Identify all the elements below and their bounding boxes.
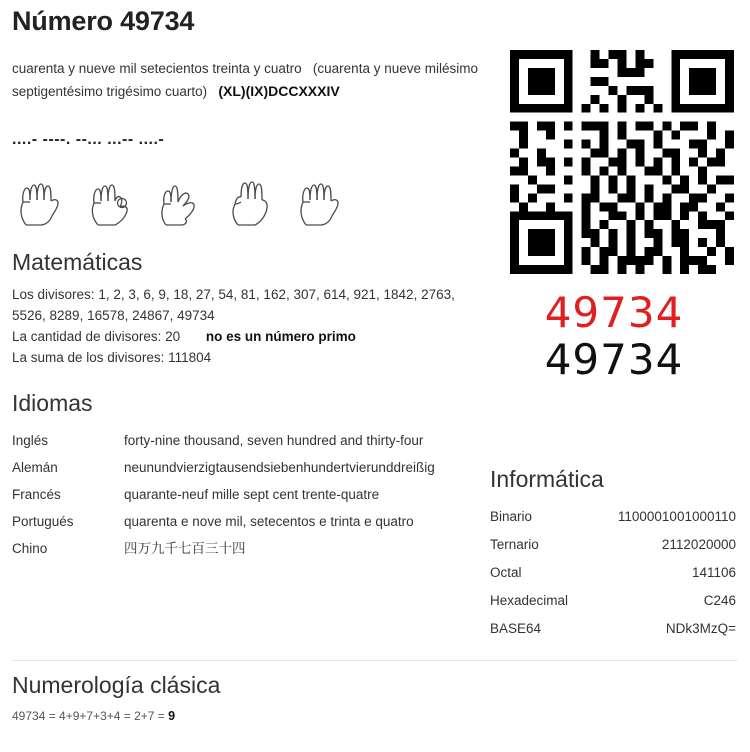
- language-name: Francés: [12, 487, 61, 502]
- table-row: [12, 427, 480, 454]
- divisors-label: Los divisores:: [12, 287, 95, 302]
- table-row: [12, 454, 480, 481]
- table-row: [490, 531, 736, 559]
- math-heading: Matemáticas: [12, 249, 143, 275]
- math-section: [12, 249, 480, 368]
- numerology-line: [12, 709, 480, 723]
- table-row: [490, 503, 736, 531]
- number-display-red: 49734: [544, 288, 684, 337]
- languages-heading: Idiomas: [12, 390, 93, 416]
- table-row: [490, 587, 736, 615]
- informatics-value: 1100001001000110: [617, 509, 736, 524]
- informatics-heading: Informática: [490, 466, 604, 492]
- divisor-count-line: [12, 326, 480, 347]
- numerology-result: 9: [168, 709, 176, 723]
- section-divider: [12, 660, 738, 661]
- languages-section: [12, 390, 480, 562]
- left-column: [12, 58, 480, 562]
- language-value: neunundvierzigtausendsiebenhundertvierunddreißig: [124, 460, 435, 475]
- language-value: quarenta e nove mil, setecentos e trinta e quatro: [124, 514, 414, 529]
- language-name: Portugués: [12, 514, 74, 529]
- number-in-words: [12, 58, 480, 103]
- numerology-heading: Numerología clásica: [12, 672, 221, 698]
- language-value: forty-nine thousand, seven hundred and thirty-four: [124, 433, 424, 448]
- hand-digit-icon: [222, 169, 284, 227]
- page-title: Número 49734: [12, 6, 195, 36]
- divisors-values: 1, 2, 3, 6, 9, 18, 27, 54, 81, 162, 307, 614, 921, 1842, 2763, 5526, 8289, 16578, 24867, 49734: [12, 287, 455, 323]
- qr-code-image: [510, 50, 734, 274]
- languages-table: [12, 427, 480, 562]
- table-row: [12, 535, 480, 562]
- table-row: [490, 559, 736, 587]
- informatics-value: NDk3MzQ=: [665, 621, 736, 636]
- hand-digit-icon: [152, 169, 214, 227]
- hand-digit-icon: [292, 169, 354, 227]
- divisor-sum-line: La suma de los divisores: 111804: [12, 350, 212, 365]
- roman-numeral: (XL)(IX)DCCXXXIV: [218, 83, 340, 99]
- informatics-value: 141106: [691, 565, 736, 580]
- table-row: [490, 615, 736, 643]
- number-display-black: 49734: [544, 335, 684, 384]
- cardinal-words: cuarenta y nueve mil setecientos treinta y cuatro: [12, 61, 302, 76]
- informatics-key: Hexadecimal: [490, 593, 569, 608]
- math-content: [12, 284, 480, 368]
- hand-digit-icon: [12, 169, 74, 227]
- morse-code: ....- ----. --... ...-- ....-: [12, 131, 165, 148]
- divisors-line: [12, 284, 480, 326]
- language-name: Chino: [12, 541, 48, 556]
- informatics-key: Octal: [490, 565, 522, 580]
- language-value: 四万九千七百三十四: [124, 541, 246, 556]
- hand-signs: [12, 165, 480, 227]
- informatics-key: BASE64: [490, 621, 542, 636]
- ordinal-words: (cuarenta y nueve milésimo septigentésimo trigésimo cuarto): [12, 61, 478, 99]
- informatics-section: [490, 466, 740, 643]
- prime-note: no es un número primo: [205, 329, 356, 344]
- qr-code: [510, 50, 734, 274]
- table-row: [12, 481, 480, 508]
- right-column: [490, 50, 738, 384]
- language-name: Alemán: [12, 460, 58, 475]
- language-value: quarante-neuf mille sept cent trente-quatre: [124, 487, 380, 502]
- informatics-key: Binario: [490, 509, 533, 524]
- divisor-count-label: La cantidad de divisores: 20: [12, 329, 181, 344]
- numerology-section: [12, 672, 480, 723]
- informatics-value: 2112020000: [661, 537, 736, 552]
- language-name: Inglés: [12, 433, 49, 448]
- numerology-expression: 49734 = 4+9+7+3+4 = 2+7 =: [12, 709, 169, 723]
- informatics-value: C246: [703, 593, 736, 608]
- informatics-table: [490, 503, 736, 643]
- informatics-key: Ternario: [490, 537, 539, 552]
- hand-digit-icon: [82, 169, 144, 227]
- table-row: [12, 508, 480, 535]
